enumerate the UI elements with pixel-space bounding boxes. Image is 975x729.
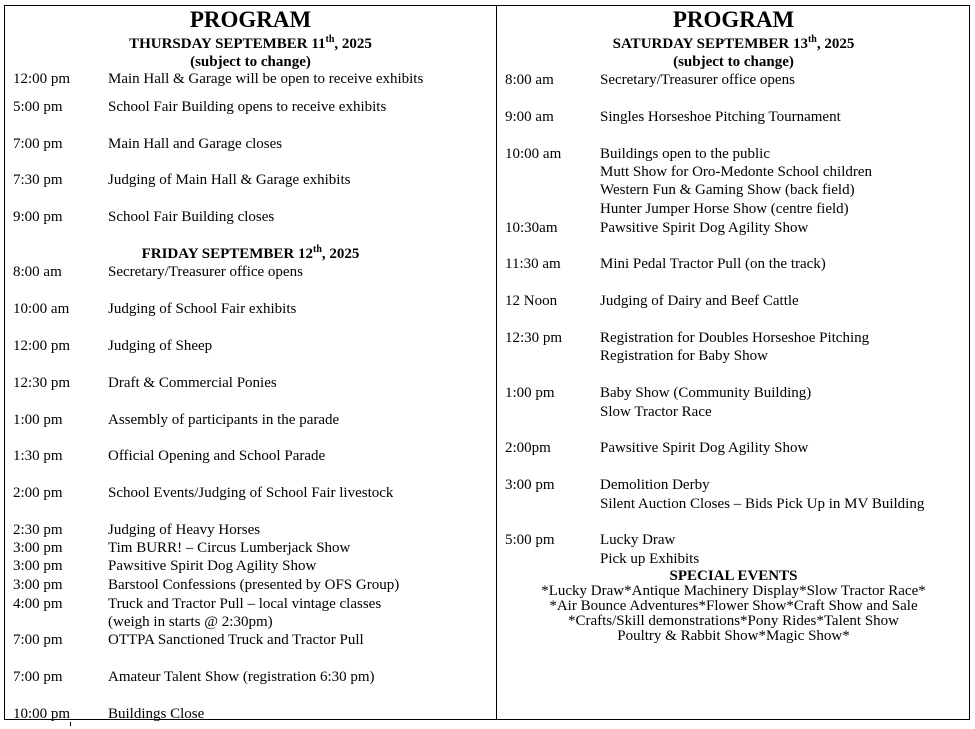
event-time: 5:00 pm (505, 532, 555, 548)
event-description: Judging of School Fair exhibits (108, 301, 297, 317)
event-description: School Fair Building opens to receive exhibits (108, 99, 387, 115)
subject-to-change-note: (subject to change) (673, 54, 794, 70)
event-description: Registration for Doubles Horseshoe Pitching (600, 330, 870, 346)
event-time: 7:00 pm (13, 669, 63, 685)
event-time: 3:00 pm (13, 577, 63, 593)
friday-heading (5, 245, 496, 263)
event-time: 3:00 pm (13, 558, 63, 574)
event-time: 3:00 pm (13, 540, 63, 556)
special-events-line: *Lucky Draw*Antique Machinery Display*Slow Tractor Race* (541, 583, 926, 599)
event-time: 8:00 am (13, 264, 62, 280)
event-description: Truck and Tractor Pull – local vintage classes (108, 596, 382, 612)
event-description: Pick up Exhibits (600, 551, 700, 567)
event-description: Judging of Sheep (108, 338, 213, 354)
event-description: Silent Auction Closes – Bids Pick Up in MV Building (600, 496, 925, 512)
page-tick-mark (70, 722, 71, 726)
saturday-heading-sup: th (807, 34, 817, 45)
event-description: Judging of Main Hall & Garage exhibits (108, 172, 351, 188)
event-description: OTTPA Sanctioned Truck and Tractor Pull (108, 632, 364, 648)
event-description: Registration for Baby Show (600, 348, 768, 364)
event-description: Amateur Talent Show (registration 6:30 pm) (108, 669, 375, 685)
right-column (497, 0, 970, 720)
event-time: 12:30 pm (13, 375, 71, 391)
event-time: 3:00 pm (505, 477, 555, 493)
event-description: School Events/Judging of School Fair livestock (108, 485, 394, 501)
event-description: Baby Show (Community Building) (600, 385, 812, 401)
event-time: 10:30am (505, 220, 558, 236)
event-time: 12:30 pm (505, 330, 563, 346)
event-description: Lucky Draw (600, 532, 676, 548)
event-time: 9:00 am (505, 109, 554, 125)
event-time: 2:30 pm (13, 522, 63, 538)
event-time: 10:00 pm (13, 706, 71, 722)
friday-heading-sup: th (313, 244, 322, 255)
thursday-heading-text: THURSDAY SEPTEMBER 11 (129, 36, 326, 52)
event-description: Singles Horseshoe Pitching Tournament (600, 109, 841, 125)
event-description: Judging of Heavy Horses (108, 522, 261, 538)
left-column (5, 0, 496, 720)
event-description: Secretary/Treasurer office opens (108, 264, 303, 280)
event-time: 1:00 pm (13, 412, 63, 428)
event-time: 7:00 pm (13, 136, 63, 152)
thursday-heading-sup: th (325, 34, 335, 45)
event-time: 11:30 am (505, 256, 561, 272)
event-description: Main Hall and Garage closes (108, 136, 283, 152)
saturday-heading (497, 35, 970, 53)
special-events-line: Poultry & Rabbit Show*Magic Show* (617, 628, 850, 644)
event-time: 7:30 pm (13, 172, 63, 188)
event-description: Slow Tractor Race (600, 404, 712, 420)
thursday-heading (5, 35, 496, 53)
event-description: Mini Pedal Tractor Pull (on the track) (600, 256, 826, 272)
event-time: 4:00 pm (13, 596, 63, 612)
event-description: (weigh in starts @ 2:30pm) (108, 614, 273, 630)
event-time: 8:00 am (505, 72, 554, 88)
event-description: Demolition Derby (600, 477, 710, 493)
special-events-heading: SPECIAL EVENTS (669, 568, 798, 584)
page-title: PROGRAM (189, 7, 312, 32)
event-time: 2:00 pm (13, 485, 63, 501)
event-description: Main Hall & Garage will be open to receive exhibits (108, 71, 424, 87)
thursday-heading-year: , 2025 (334, 36, 372, 52)
event-description: Western Fun & Gaming Show (back field) (600, 182, 855, 198)
event-description: Pawsitive Spirit Dog Agility Show (600, 440, 809, 456)
event-description: School Fair Building closes (108, 209, 275, 225)
page-title: PROGRAM (672, 7, 795, 32)
friday-heading-year: , 2025 (321, 246, 360, 262)
event-description: Buildings Close (108, 706, 205, 722)
event-time: 2:00pm (505, 440, 551, 456)
event-time: 12:00 pm (13, 338, 71, 354)
event-description: Tim BURR! – Circus Lumberjack Show (108, 540, 351, 556)
event-time: 10:00 am (13, 301, 70, 317)
special-events-line: *Crafts/Skill demonstrations*Pony Rides*Talent Show (567, 613, 900, 629)
event-time: 9:00 pm (13, 209, 63, 225)
saturday-heading-text: SATURDAY SEPTEMBER 13 (612, 36, 808, 52)
event-time: 1:30 pm (13, 448, 63, 464)
event-description: Hunter Jumper Horse Show (centre field) (600, 201, 849, 217)
event-description: Pawsitive Spirit Dog Agility Show (600, 220, 809, 236)
event-description: Draft & Commercial Ponies (108, 375, 277, 391)
event-description: Official Opening and School Parade (108, 448, 326, 464)
friday-heading-text: FRIDAY SEPTEMBER 12 (141, 246, 313, 262)
event-description: Pawsitive Spirit Dog Agility Show (108, 558, 317, 574)
event-time: 1:00 pm (505, 385, 555, 401)
event-time: 7:00 pm (13, 632, 63, 648)
event-time: 5:00 pm (13, 99, 63, 115)
event-description: Mutt Show for Oro-Medonte School children (600, 164, 873, 180)
event-description: Assembly of participants in the parade (108, 412, 340, 428)
event-description: Buildings open to the public (600, 146, 770, 162)
event-time: 12 Noon (505, 293, 558, 309)
special-events-line: *Air Bounce Adventures*Flower Show*Craft Show and Sale (549, 598, 918, 614)
subject-to-change-note: (subject to change) (190, 54, 311, 70)
event-description: Secretary/Treasurer office opens (600, 72, 795, 88)
event-time: 10:00 am (505, 146, 562, 162)
saturday-heading-year: , 2025 (816, 36, 855, 52)
event-time: 12:00 pm (13, 71, 71, 87)
event-description: Judging of Dairy and Beef Cattle (600, 293, 799, 309)
event-description: Barstool Confessions (presented by OFS Group) (108, 577, 400, 593)
